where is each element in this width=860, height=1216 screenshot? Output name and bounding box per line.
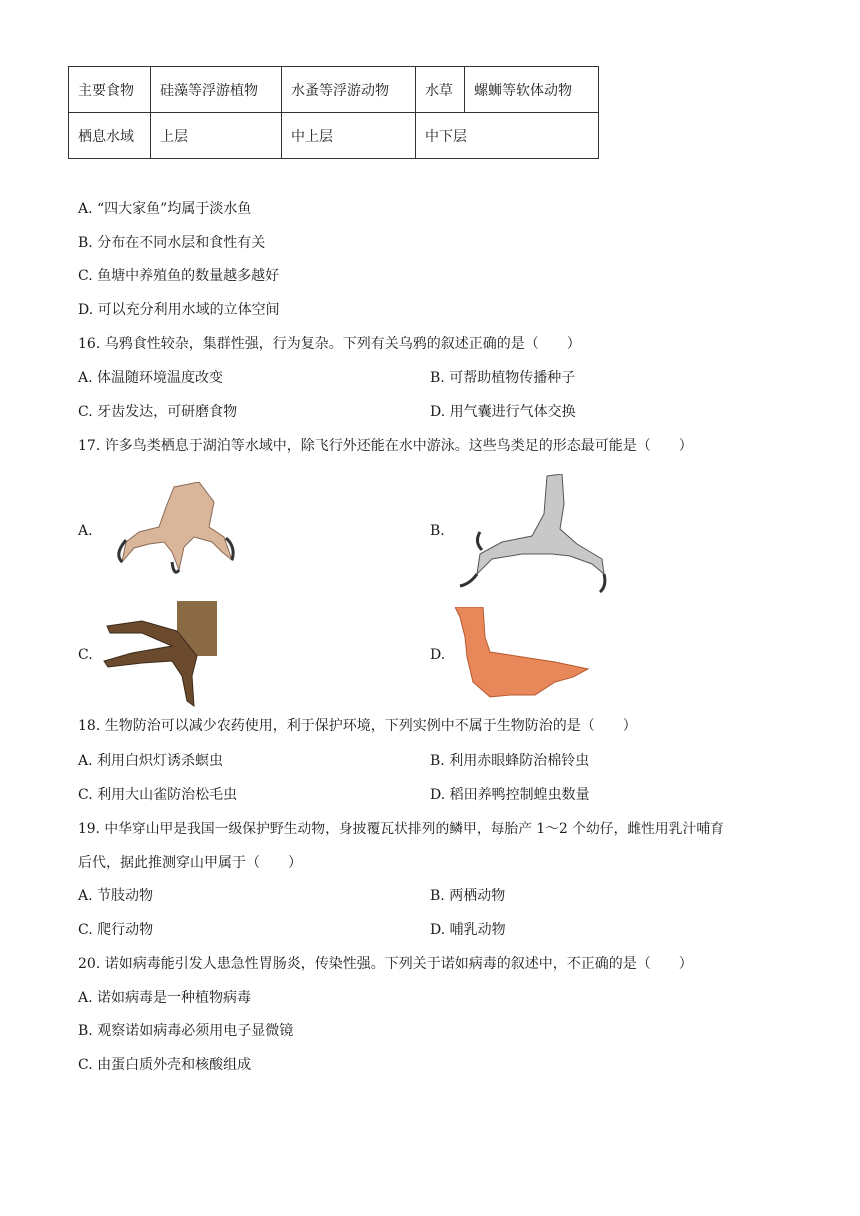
- q15-option-c[interactable]: C. 鱼塘中养殖鱼的数量越多越好: [78, 268, 280, 284]
- q17-option-c[interactable]: C.: [78, 647, 93, 663]
- table-row: [69, 67, 599, 113]
- q19-stem-line-1: 19. 中华穿山甲是我国一级保护野生动物，身披覆瓦状排列的鳞甲，每胎产 1～2 个幼仔，雌性用乳汁哺育: [78, 821, 724, 837]
- q17-option-d[interactable]: D.: [430, 647, 446, 663]
- fish-food-habitat-table: [68, 66, 599, 159]
- table-row: [69, 113, 599, 159]
- table-cell: 上层: [151, 113, 282, 159]
- table-cell: 水蚤等浮游动物: [282, 67, 416, 113]
- webbed-duck-foot-image: [455, 607, 590, 702]
- q20-option-c[interactable]: C. 由蛋白质外壳和核酸组成: [78, 1057, 252, 1073]
- q15-option-a[interactable]: A. “四大家鱼”均属于淡水鱼: [78, 201, 252, 217]
- q16-option-a[interactable]: A. 体温随环境温度改变: [78, 370, 224, 386]
- q18-option-d[interactable]: D. 稻田养鸭控制蝗虫数量: [430, 787, 590, 803]
- q20-option-a[interactable]: A. 诺如病毒是一种植物病毒: [78, 990, 252, 1006]
- q19-option-c[interactable]: C. 爬行动物: [78, 922, 154, 938]
- perching-bird-foot-image: [452, 474, 612, 594]
- q20-option-b[interactable]: B. 观察诺如病毒必须用电子显微镜: [78, 1023, 294, 1039]
- q19-option-a[interactable]: A. 节肢动物: [78, 888, 154, 904]
- q19-option-d[interactable]: D. 哺乳动物: [430, 922, 506, 938]
- q15-option-d[interactable]: D. 可以充分利用水域的立体空间: [78, 302, 280, 318]
- table-cell: 栖息水域: [69, 113, 151, 159]
- q18-option-c[interactable]: C. 利用大山雀防治松毛虫: [78, 787, 238, 803]
- q16-stem: 16. 乌鸦食性较杂，集群性强，行为复杂。下列有关乌鸦的叙述正确的是（ ）: [78, 336, 581, 352]
- q18-stem: 18. 生物防治可以减少农药使用，利于保护环境，下列实例中不属于生物防治的是（ ）: [78, 718, 637, 734]
- q19-option-b[interactable]: B. 两栖动物: [430, 888, 506, 904]
- table-cell: 中下层: [416, 113, 599, 159]
- q19-stem-line-2: 后代，据此推测穿山甲属于（ ）: [78, 855, 302, 871]
- q17-option-a[interactable]: A.: [78, 523, 93, 539]
- q16-option-d[interactable]: D. 用气囊进行气体交换: [430, 404, 576, 420]
- q20-stem: 20. 诺如病毒能引发人患急性胃肠炎，传染性强。下列关于诺如病毒的叙述中，不正确的是（ ）: [78, 956, 693, 972]
- table-cell: 螺蛳等软体动物: [465, 67, 599, 113]
- raptor-talon-image: [104, 482, 239, 577]
- q16-option-b[interactable]: B. 可帮助植物传播种子: [430, 370, 576, 386]
- table-cell: 主要食物: [69, 67, 151, 113]
- table-cell: 中上层: [282, 113, 416, 159]
- q15-option-b[interactable]: B. 分布在不同水层和食性有关: [78, 235, 266, 251]
- table-cell: 硅藻等浮游植物: [151, 67, 282, 113]
- q16-option-c[interactable]: C. 牙齿发达，可研磨食物: [78, 404, 238, 420]
- q18-option-b[interactable]: B. 利用赤眼蜂防治棉铃虫: [430, 753, 590, 769]
- q17-stem: 17. 许多鸟类栖息于湖泊等水域中，除飞行外还能在水中游泳。这些鸟类足的形态最可能是（ ）: [78, 438, 693, 454]
- q18-option-a[interactable]: A. 利用白炽灯诱杀螟虫: [78, 753, 224, 769]
- table-cell: 水草: [416, 67, 465, 113]
- climbing-bird-foot-image: [102, 601, 217, 709]
- q17-option-b[interactable]: B.: [430, 523, 445, 539]
